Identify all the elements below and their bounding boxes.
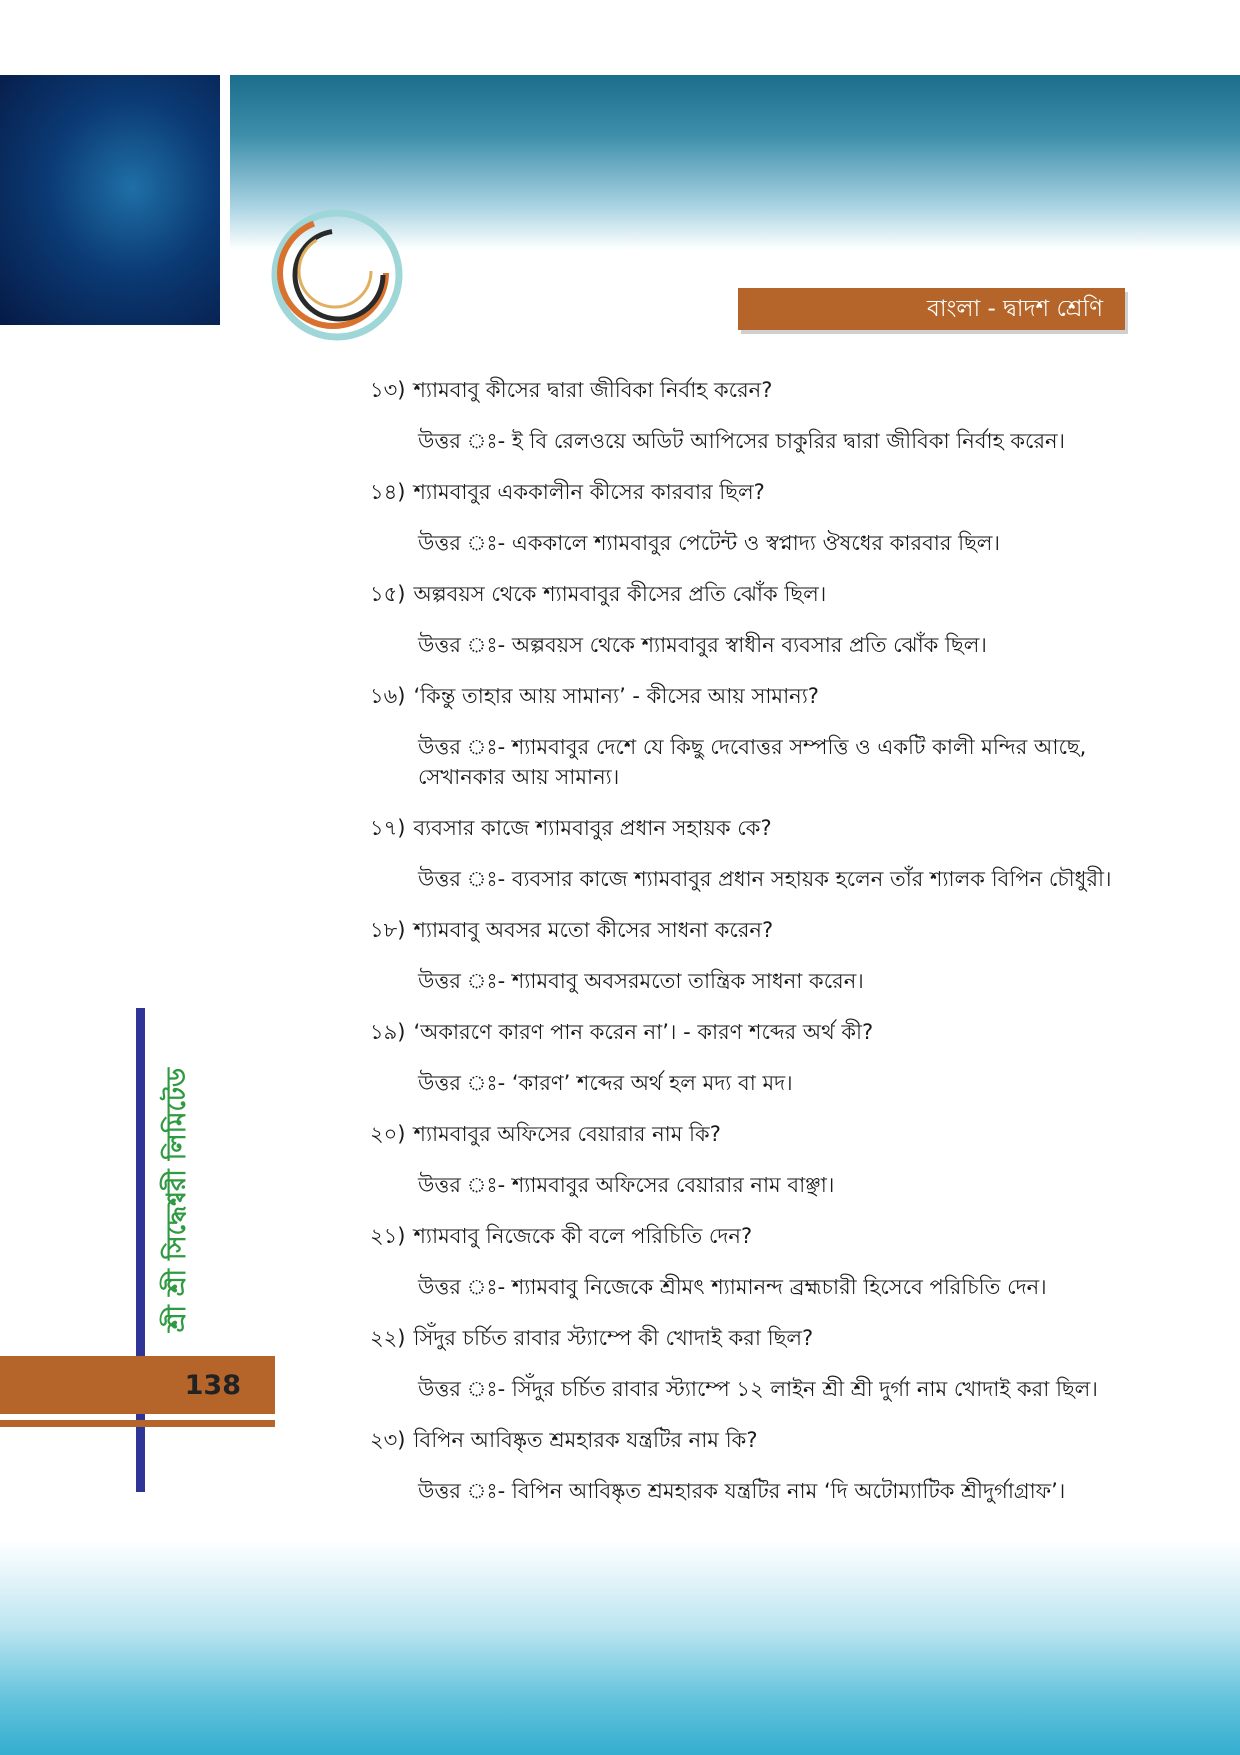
question-text: ‘কিন্তু তাহার আয় সামান্য’ - কীসের আয় সামান্য? [413,684,819,708]
question-text: শ্যামবাবুর এককালীন কীসের কারবার ছিল? [413,480,765,504]
question-number: ১৫) [370,582,406,606]
question-item [370,1119,1130,1149]
answer-text: উত্তর ঃ- ‘কারণ’ শব্দের অর্থ হল মদ্য বা মদ। [418,1071,793,1095]
question-answer-list [370,375,1130,1527]
question-number: ১৮) [370,918,406,942]
question-item [370,1323,1130,1353]
question-text: শ্যামবাবুর অফিসের বেয়ারার নাম কি? [413,1122,721,1146]
answer-text: উত্তর ঃ- ই বি রেলওয়ে অডিট আপিসের চাকুরির দ্বারা জীবিকা নির্বাহ করেন। [418,429,1066,453]
question-item [370,813,1130,843]
question-number: ২২) [370,1326,406,1350]
question-number: ১৩) [370,378,406,402]
answer-text: উত্তর ঃ- শ্যামবাবু অবসরমতো তান্ত্রিক সাধনা করেন। [418,969,864,993]
question-item [370,681,1130,711]
question-item [370,1425,1130,1455]
subject-label: বাংলা - দ্বাদশ শ্রেণি [927,295,1103,322]
question-text: ব্যবসার কাজে শ্যামবাবুর প্রধান সহায়ক কে? [413,816,772,840]
question-text: শ্যামবাবু কীসের দ্বারা জীবিকা নির্বাহ করেন? [413,378,773,402]
question-text: অল্পবয়স থেকে শ্যামবাবুর কীসের প্রতি ঝোঁক ছিল। [413,582,827,606]
answer-text: উত্তর ঃ- ব্যবসার কাজে শ্যামবাবুর প্রধান সহায়ক হলেন তাঁর শ্যালক বিপিন চৌধুরী। [418,867,1112,891]
subject-header-tab [738,288,1125,330]
question-text: শ্যামবাবু অবসর মতো কীসের সাধনা করেন? [413,918,774,942]
question-text: বিপিন আবিষ্কৃত শ্রমহারক যন্ত্রটির নাম কি? [413,1428,758,1452]
page-number-box [0,1356,275,1414]
answer-text: উত্তর ঃ- শ্যামবাবুর অফিসের বেয়ারার নাম বাঞ্ছা। [418,1173,835,1197]
answer-text: উত্তর ঃ- শ্যামবাবুর দেশে যে কিছু দেবোত্তর সম্পত্তি ও একটি কালী মন্দির আছে, সেখানকার আয় সামান্য। [418,735,1087,789]
question-number: ২৩) [370,1428,406,1452]
page-number: 138 [184,1369,241,1401]
question-item [370,1017,1130,1047]
question-number: ১৬) [370,684,406,708]
publisher-label: শ্রী শ্রী সিদ্ধেশ্বরী লিমিটেড [162,1067,192,1333]
question-number: ১৯) [370,1020,406,1044]
question-number: ১৭) [370,816,406,840]
question-item [370,579,1130,609]
header-dark-block [0,75,220,325]
question-number: ২১) [370,1224,406,1248]
question-number: ২০) [370,1122,406,1146]
question-text: সিঁদুর চর্চিত রাবার স্ট্যাম্পে কী খোদাই করা ছিল? [413,1326,814,1350]
question-text: শ্যামবাবু নিজেকে কী বলে পরিচিতি দেন? [413,1224,753,1248]
question-item [370,375,1130,405]
question-item [370,1221,1130,1251]
question-number: ১৪) [370,480,406,504]
footer-gradient-band [0,1540,1240,1755]
page-number-underline [0,1420,275,1427]
answer-text: উত্তর ঃ- বিপিন আবিষ্কৃত শ্রমহারক যন্ত্রটির নাম ‘দি অটোম্যাটিক শ্রীদুর্গাগ্রাফ’। [418,1479,1066,1503]
question-text: ‘অকারণে কারণ পান করেন না’। - কারণ শব্দের অর্থ কী? [413,1020,874,1044]
answer-text: উত্তর ঃ- শ্যামবাবু নিজেকে শ্রীমৎ শ্যামানন্দ ব্রহ্মচারী হিসেবে পরিচিতি দেন। [418,1275,1047,1299]
question-item [370,915,1130,945]
question-item [370,477,1130,507]
answer-text: উত্তর ঃ- অল্পবয়স থেকে শ্যামবাবুর স্বাধীন ব্যবসার প্রতি ঝোঁক ছিল। [418,633,987,657]
answer-text: উত্তর ঃ- সিঁদুর চর্চিত রাবার স্ট্যাম্পে ১২ লাইন শ্রী শ্রী দুর্গা নাম খোদাই করা ছিল। [418,1377,1098,1401]
header-divider [220,75,230,325]
circle-logo-icon [265,205,410,345]
answer-text: উত্তর ঃ- এককালে শ্যামবাবুর পেটেন্ট ও স্বপ্নাদ্য ঔষধের কারবার ছিল। [418,531,1000,555]
